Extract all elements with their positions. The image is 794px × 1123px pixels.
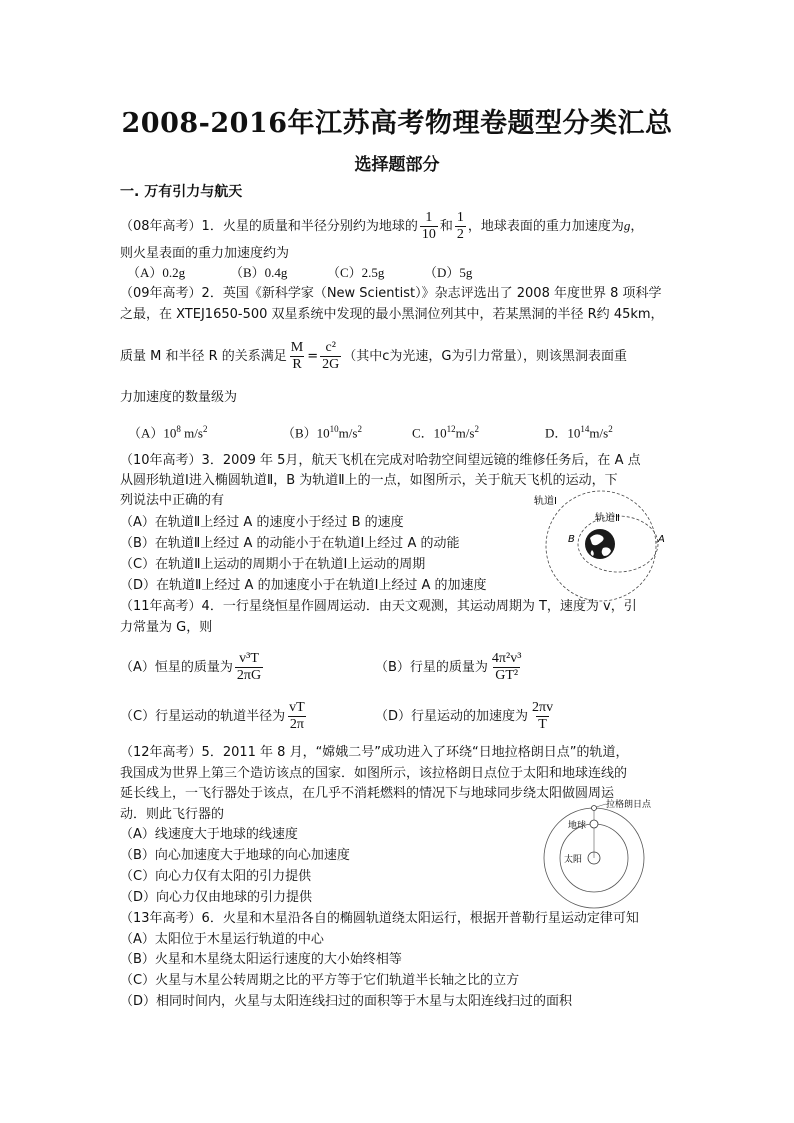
q5-option-d: （D）向心力仅由地球的引力提供: [120, 890, 313, 905]
q5-option-b: （B）向心加速度大于地球的向心加速度: [120, 848, 350, 863]
page-title: 2008-2016年江苏高考物理卷题型分类汇总: [121, 108, 673, 139]
q1-option-d: （D）5g: [424, 265, 473, 280]
q3-line-3: 列说法中正确的有: [120, 493, 225, 508]
q1-option-b: （B）0.4g: [230, 265, 288, 280]
q1-stem: （08年高考）1．火星的质量和半径分别约为地球的 $\frac{1}{10}$ 和 $\frac{1}{2}$ ，地球表面的重力加速度为g，: [120, 210, 644, 242]
orbit-1-label: 轨道Ⅰ: [534, 496, 557, 507]
q3-option-d: （D）在轨道Ⅱ上经过 A 的加速度小于在轨道Ⅰ上经过 A 的加速度: [120, 578, 487, 593]
q5-line-3: 延长线上，一飞行器处于该点，在几乎不消耗燃料的情况下与地球同步绕太阳做圆周运: [120, 786, 615, 801]
q4-option-c: （C）行星运动的轨道半径为 $\frac{vT}{2\pi}$: [120, 700, 305, 732]
q1-option-a: （A）0.2g: [127, 265, 186, 280]
orbit-2-label: 轨道Ⅱ: [595, 513, 620, 524]
q2-line-4: 力加速度的数量级为: [120, 390, 238, 405]
sun-label: 太阳: [564, 855, 583, 865]
q6-line-1: （13年高考）6．火星和木星沿各自的椭圆轨道绕太阳运行，根据开普勒行星运动定律可知: [120, 911, 639, 926]
q2-line-3: 质量 M 和半径 R 的关系满足 $\frac{M}{R}$ = $\frac{\text{c²}}{2G}$ （其中c为光速，G为引力常量），则该黑洞表面重: [120, 340, 627, 372]
q6-option-a: （A）太阳位于木星运行轨道的中心: [120, 932, 324, 947]
q4-option-b: （B）行星的质量为 $\frac{\text{4π²v³}}{\text{GT²}}$: [375, 651, 522, 683]
lagrange-diagram: [540, 798, 680, 908]
q2-line-2: 之最，在 XTEJ1650-500 双星系统中发现的最小黑洞位列其中，若某黑洞的半径 R约 45km，: [120, 307, 664, 322]
q1-stem-cont: 则火星表面的重力加速度约为: [120, 246, 290, 261]
q6-option-b: （B）火星和木星绕太阳运行速度的大小始终相等: [120, 952, 402, 967]
q6-option-d: （D）相同时间内，火星与太阳连线扫过的面积等于木星与太阳连线扫过的面积: [120, 994, 573, 1009]
q3-line-2: 从圆形轨道Ⅰ进入椭圆轨道Ⅱ，B 为轨道Ⅱ上的一点，如图所示，关于航天飞机的运动，下: [120, 473, 618, 488]
q2-option-c: C．$10^{12}m/s^2$: [412, 424, 479, 441]
q2-option-a: $(A)10^8$ $m/s^2$: [128, 424, 208, 441]
q2-option-b: $(B)10^{10}m/s^2$: [282, 424, 362, 441]
q5-line-4: 动．则此飞行器的: [120, 807, 225, 822]
q5-option-c: （C）向心力仅有太阳的引力提供: [120, 869, 312, 884]
q2-option-d: D．$10^{14}m/s^2$: [545, 424, 613, 441]
lagrange-label: 拉格朗日点: [606, 800, 652, 810]
q2-line-1: （09年高考）2．英国《新科学家（New Scientist）》杂志评选出了 2008 年度世界 8 项科学: [120, 286, 662, 301]
q4-line-2: 力常量为 G，则: [120, 620, 213, 635]
q5-option-a: （A）线速度大于地球的线速度: [120, 827, 298, 842]
q5-line-2: 我国成为世界上第三个造访该点的国家．如图所示，该拉格朗日点位于太阳和地球连线的: [120, 766, 628, 781]
q2-fraction-m-r: $\frac{M}{R}$: [290, 340, 304, 372]
q3-option-a: （A）在轨道Ⅱ上经过 A 的速度小于经过 B 的速度: [120, 515, 404, 530]
q1-option-c: （C）2.5g: [327, 265, 385, 280]
q3-line-1: （10年高考）3．2009 年 5月，航天飞机在完成对哈勃空间望远镜的维修任务后，在 A 点: [120, 453, 641, 468]
point-b-label: B: [568, 534, 575, 545]
q4-option-d: （D）行星运动的加速度为 $\frac{2\pi v}{T}$: [375, 700, 554, 732]
earth-label: 地球: [568, 821, 587, 831]
lagrange-point-icon: [592, 806, 597, 811]
point-a-label: A: [658, 534, 665, 545]
orbit-diagram: [534, 490, 675, 602]
q4-line-1: （11年高考）4．一行星绕恒星作圆周运动．由天文观测，其运动周期为 T，速度为 v，引: [120, 599, 637, 614]
q3-option-b: （B）在轨道Ⅱ上经过 A 的动能小于在轨道Ⅰ上经过 A 的动能: [120, 536, 460, 551]
q6-option-c: （C）火星与木星公转周期之比的平方等于它们轨道半长轴之比的立方: [120, 973, 520, 988]
q2-fraction-c2-2g: $\frac{\text{c²}}{2G}$: [322, 340, 340, 372]
q4-option-a: （A）恒星的质量为 $\frac{\text{v³T}}{2\pi G}$: [120, 651, 262, 683]
earth-icon: [585, 529, 615, 559]
q5-line-1: （12年高考）5．2011 年 8 月，“嫦娥二号”成功进入了环绕“日地拉格朗日点”的轨道，: [120, 745, 629, 760]
q3-option-c: （C）在轨道Ⅱ上运动的周期小于在轨道Ⅰ上运动的周期: [120, 557, 426, 572]
section-heading: 一. 万有引力与航天: [120, 184, 243, 200]
earth-dot-icon: [590, 820, 598, 828]
q1-fraction-2: $\frac{1}{2}$: [456, 210, 464, 242]
page-subtitle: 选择题部分: [354, 155, 440, 175]
q1-fraction-1: $\frac{1}{10}$: [421, 210, 436, 242]
